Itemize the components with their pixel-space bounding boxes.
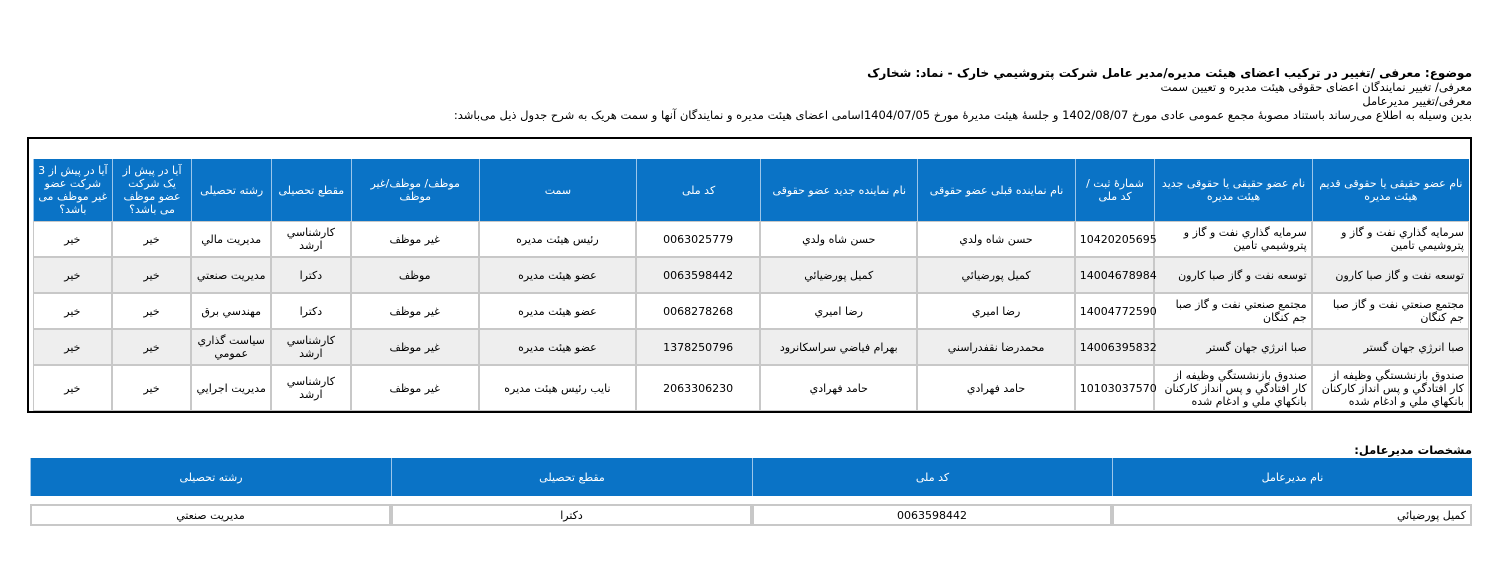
cell-previous-rep: حامد فهرادي xyxy=(917,365,1074,411)
cell-multi-duty: خیر xyxy=(112,257,192,293)
cell-ceo-degree: دکترا xyxy=(391,504,752,526)
table-row xyxy=(33,365,1469,411)
col-header-previous-rep: نام نماینده قبلی عضو حقوقی xyxy=(917,159,1074,221)
cell-registration: 10420205695 xyxy=(1075,221,1155,257)
cell-degree: کارشناسي ارشد xyxy=(271,329,351,365)
table-row xyxy=(33,329,1469,365)
cell-field: مدیریت صنعتي xyxy=(191,257,271,293)
cell-previous-rep: کمیل پورضیائي xyxy=(917,257,1074,293)
cell-registration: 14004678984 xyxy=(1075,257,1155,293)
col-header-new-member: نام عضو حقیقی یا حقوقی جدید هیئت مدیره xyxy=(1154,159,1311,221)
cell-position: رئیس هیئت مدیره xyxy=(479,221,636,257)
table-row xyxy=(33,221,1469,257)
col-header-ceo-name: نام مدیرعامل xyxy=(1112,458,1472,496)
cell-ceo-field: مدیریت صنعتي xyxy=(30,504,391,526)
cell-multi-duty: خیر xyxy=(112,365,192,411)
col-header-ceo-national-id: کد ملی xyxy=(752,458,1112,496)
cell-multi-duty: خیر xyxy=(112,293,192,329)
cell-position: عضو هیئت مدیره xyxy=(479,329,636,365)
cell-previous-rep: رضا امیري xyxy=(917,293,1074,329)
col-header-multi-duty: آیا در پیش از یک شرکت عضو موظف می باشد؟ xyxy=(112,159,192,221)
cell-new-rep: رضا امیري xyxy=(760,293,917,329)
cell-new-rep: بهرام فیاضي سراسکانرود xyxy=(760,329,917,365)
cell-new-member: سرمایه گذاري نفت و گاز و پتروشیمي تامین xyxy=(1154,221,1311,257)
cell-previous-rep: حسن شاه ولدي xyxy=(917,221,1074,257)
cell-new-rep: حامد فهرادي xyxy=(760,365,917,411)
cell-new-member: توسعه نفت و گاز صبا کارون xyxy=(1154,257,1311,293)
cell-multi-nonduty: خیر xyxy=(33,257,112,293)
cell-duty-status: غیر موظف xyxy=(351,329,479,365)
announcement-header xyxy=(32,66,1472,122)
table-row xyxy=(33,293,1469,329)
cell-duty-status: غیر موظف xyxy=(351,221,479,257)
cell-national-id: 0068278268 xyxy=(636,293,760,329)
cell-degree: کارشناسي ارشد xyxy=(271,365,351,411)
cell-ceo-national-id: 0063598442 xyxy=(752,504,1112,526)
cell-new-rep: کمیل پورضیائي xyxy=(760,257,917,293)
cell-field: مدیریت مالي xyxy=(191,221,271,257)
cell-multi-nonduty: خیر xyxy=(33,329,112,365)
cell-new-member: مجتمع صنعتي نفت و گاز صبا جم کنگان xyxy=(1154,293,1311,329)
cell-old-member: صبا انرژي جهان گستر xyxy=(1312,329,1469,365)
cell-multi-nonduty: خیر xyxy=(33,365,112,411)
ceo-header-row xyxy=(30,458,1472,496)
header-line-2: معرفی/ تغییر نمایندگان اعضای حقوقی هیئت مدیره و تعیین سمت xyxy=(1160,80,1472,94)
col-header-old-member: نام عضو حقیقی یا حقوقی قدیم هیئت مدیره xyxy=(1312,159,1469,221)
cell-new-member: صندوق بازنشستگي وظیفه از کار افتادگي و پس انداز کارکنان بانکهاي ملي و ادغام شده xyxy=(1154,365,1311,411)
cell-duty-status: غیر موظف xyxy=(351,365,479,411)
cell-old-member: سرمایه گذاري نفت و گاز و پتروشیمي تامین xyxy=(1312,221,1469,257)
ceo-table xyxy=(30,458,1472,526)
cell-old-member: صندوق بازنشستگي وظیفه از کار افتادگي و پس انداز کارکنان بانکهاي ملي و ادغام شده xyxy=(1312,365,1469,411)
cell-national-id: 2063306230 xyxy=(636,365,760,411)
col-header-ceo-field: رشته تحصیلی xyxy=(30,458,391,496)
cell-registration: 14006395832 xyxy=(1075,329,1155,365)
cell-duty-status: موظف xyxy=(351,257,479,293)
cell-field: مهندسي برق xyxy=(191,293,271,329)
cell-field: مدیریت اجرایي xyxy=(191,365,271,411)
ceo-section-label: مشخصات مدیرعامل: xyxy=(1354,443,1472,457)
board-members-table xyxy=(33,159,1469,411)
col-header-duty-status: موظف/ موظف/غیر موظف xyxy=(351,159,479,221)
cell-degree: دکترا xyxy=(271,257,351,293)
board-members-panel xyxy=(27,137,1472,413)
cell-field: سیاست گذاري عمومي xyxy=(191,329,271,365)
cell-position: عضو هیئت مدیره xyxy=(479,257,636,293)
cell-position: عضو هیئت مدیره xyxy=(479,293,636,329)
table-row xyxy=(30,504,1472,526)
cell-new-rep: حسن شاه ولدي xyxy=(760,221,917,257)
cell-registration: 14004772590 xyxy=(1075,293,1155,329)
cell-national-id: 0063025779 xyxy=(636,221,760,257)
table-row xyxy=(33,257,1469,293)
cell-multi-duty: خیر xyxy=(112,329,192,365)
cell-national-id: 1378250796 xyxy=(636,329,760,365)
cell-previous-rep: محمدرضا نقفدراسني xyxy=(917,329,1074,365)
col-header-multi-nonduty: آیا در پیش از 3 شرکت عضو غیر موظف می باشد؟ xyxy=(33,159,112,221)
header-line-3: معرفی/تغییر مدیرعامل xyxy=(1362,94,1472,108)
col-header-position: سمت xyxy=(479,159,636,221)
cell-registration: 10103037570 xyxy=(1075,365,1155,411)
col-header-field: رشته تحصیلی xyxy=(191,159,271,221)
col-header-degree: مقطع تحصیلی xyxy=(271,159,351,221)
cell-national-id: 0063598442 xyxy=(636,257,760,293)
col-header-new-rep: نام نماینده جدید عضو حقوقی xyxy=(760,159,917,221)
col-header-ceo-degree: مقطع تحصیلی xyxy=(391,458,752,496)
cell-degree: کارشناسي ارشد xyxy=(271,221,351,257)
cell-multi-duty: خیر xyxy=(112,221,192,257)
col-header-national-id: کد ملی xyxy=(636,159,760,221)
cell-multi-nonduty: خیر xyxy=(33,293,112,329)
cell-duty-status: غیر موظف xyxy=(351,293,479,329)
cell-new-member: صبا انرژي جهان گستر xyxy=(1154,329,1311,365)
cell-multi-nonduty: خیر xyxy=(33,221,112,257)
cell-ceo-name: کمیل پورضیائي xyxy=(1112,504,1472,526)
col-header-registration: شمارۀ ثبت / کد ملی xyxy=(1075,159,1155,221)
cell-degree: دکترا xyxy=(271,293,351,329)
header-line-4: بدین وسیله به اطلاع می‌رساند باستناد مصوبۀ مجمع عمومی عادی مورخ 1402/08/07 و جلسۀ هیئت مدیرۀ مورخ 1404/07/05اسامی اعضای هیئت مدیره و نمایندگان آنها و سمت هریک به شرح جدول ذیل می‌باشد: xyxy=(453,108,1472,122)
cell-old-member: توسعه نفت و گاز صبا کارون xyxy=(1312,257,1469,293)
subject-line: موضوع: معرفی /تغییر در ترکیب اعضای هیئت مدیره/مدیر عامل شرکت پتروشیمي خارک - نماد: شخارک xyxy=(867,66,1472,80)
cell-old-member: مجتمع صنعتي نفت و گاز صبا جم کنگان xyxy=(1312,293,1469,329)
board-header-row xyxy=(33,159,1469,221)
cell-position: نایب رئیس هیئت مدیره xyxy=(479,365,636,411)
